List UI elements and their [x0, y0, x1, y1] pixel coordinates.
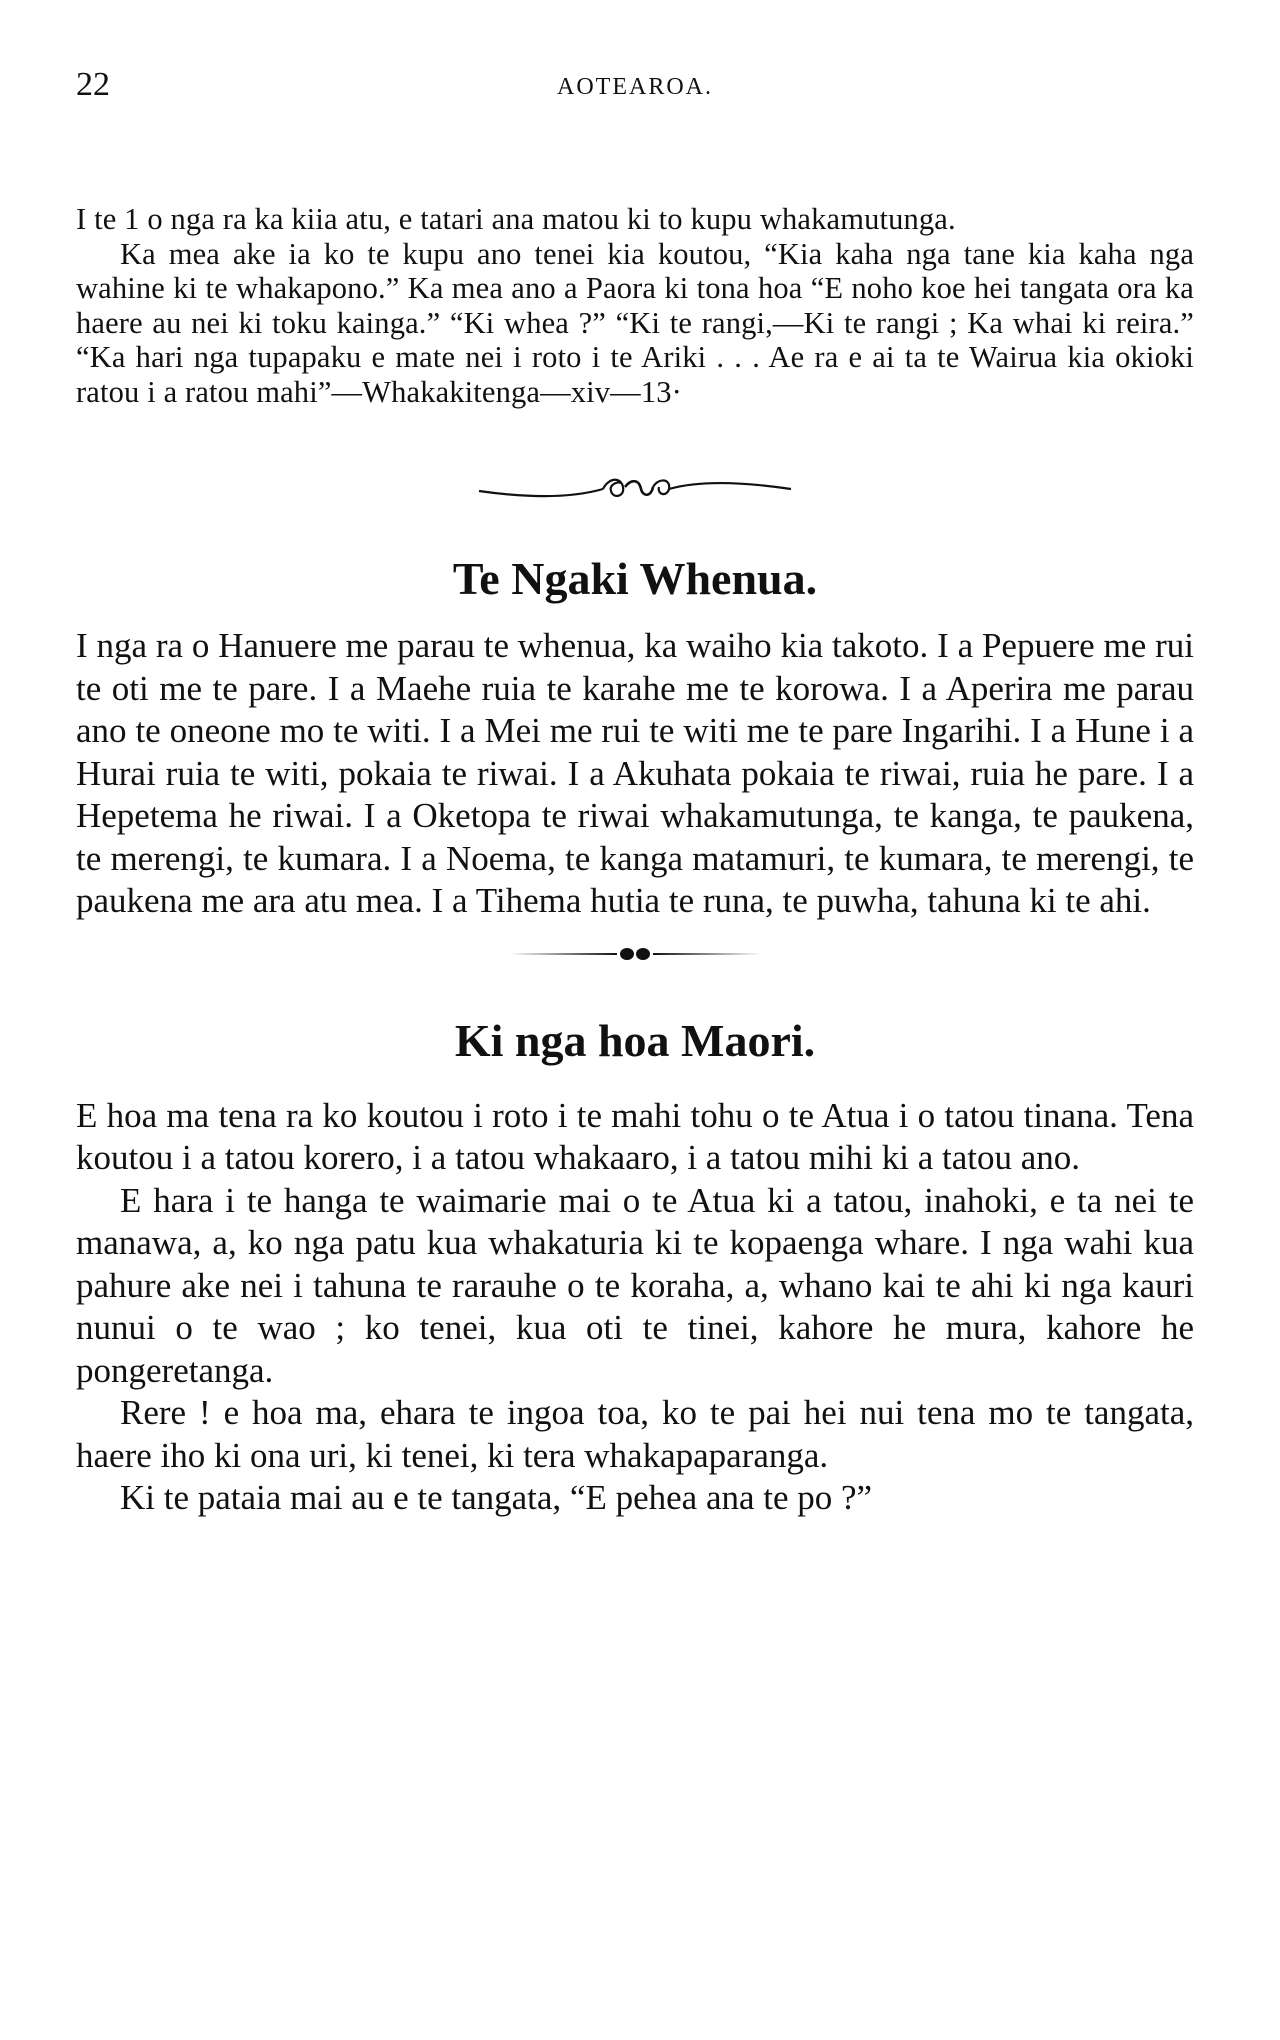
intro-text	[76, 202, 1194, 409]
section-2-paragraph-4: Ki te pataia mai au e te tangata, “E pehea ana te po ?”	[120, 1478, 873, 1517]
intro-paragraph-1: I te 1 o nga ra ka kiia atu, e tatari ana matou ki to kupu whakamutunga.	[76, 202, 956, 236]
page-header	[76, 62, 1194, 110]
section-1-paragraph: I nga ra o Hanuere me parau te whenua, ka waiho kia takoto. I a Pepuere me rui te oti me te pare. I a Maehe ruia te karahe me te korowa. I a Aperira me parau ano te oneone mo te witi. I a Mei me rui te witi me te pare Ingarihi. I a Hune i a Hurai ruia te witi, pokaia te riwai. I a Akuhata pokaia te riwai, ruia he pare. I a Hepetema he riwai. I a Oketopa te riwai whakamutunga, te kanga, te paukena, te merengi, te kumara. I a Noema, te kanga matamuri, te kumara, te merengi, te paukena me ara atu mea. I a Tihema hutia te runa, te puwha, tahuna ki te ahi.	[76, 626, 1194, 920]
section-2-text	[76, 1095, 1194, 1520]
page-number: 22	[76, 66, 110, 103]
section-title-te-ngaki-whenua: Te Ngaki Whenua.	[452, 553, 818, 604]
section-title-ki-nga-hoa-maori: Ki nga hoa Maori.	[454, 1014, 816, 1066]
intro-paragraph-2: Ka mea ake ia ko te kupu ano tenei kia koutou, “Kia kaha nga tane kia kaha nga wahine ki te whakapono.” Ka mea ano a Paora ki tona hoa “E noho koe hei tangata ora ka haere au nei ki toku kainga.” “Ki whea ?” “Ki te rangi,—Ki te rangi ; Ka whai ki reira.” “Ka hari nga tupapaku e mate nei i roto i te Ariki . . . Ae ra e ai ta te Wairua kia okioki ratou i a ratou mahi”—Whakakitenga—xiv—13·	[76, 236, 1194, 409]
section-2-paragraph-1: E hoa ma tena ra ko koutou i roto i te mahi tohu o te Atua i o tatou tinana. Tena koutou i a tatou korero, i a tatou whakaaro, i a tatou mihi ki a tatou ano.	[76, 1095, 1194, 1177]
ornament-divider	[475, 469, 795, 509]
section-1-text	[76, 625, 1194, 923]
section-2-paragraph-2: E hara i te hanga te waimarie mai o te Atua ki a tatou, inahoki, e ta nei te manawa, a, ko nga patu kua whakaturia ki te kopaenga whare. I nga wahi kua pahure ake nei i tahuna te rarauhe o te koraha, a, whano kai te ahi ki nga kauri nunui o te wao ; ko tenei, kua oti te tinei, kahore he mura, kahore he pongeretanga.	[76, 1180, 1194, 1390]
running-head: AOTEAROA.	[557, 74, 713, 100]
section-2-paragraph-3: Rere ! e hoa ma, ehara te ingoa toa, ko te pai hei nui tena mo te tangata, haere iho ki ona uri, ki tenei, ki tera whakapaparanga.	[76, 1393, 1194, 1475]
rule-divider	[505, 941, 765, 967]
